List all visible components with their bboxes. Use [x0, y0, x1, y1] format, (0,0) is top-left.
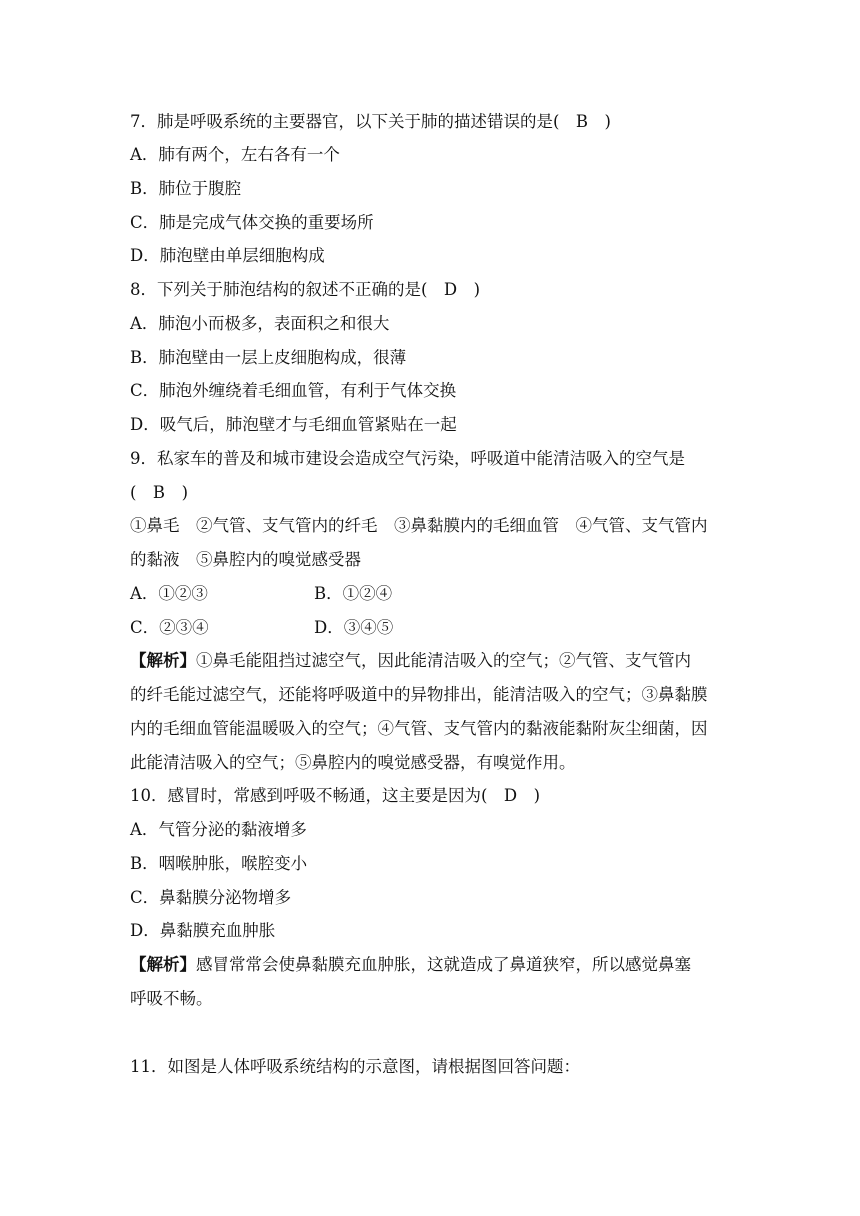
q9-stem-line2: ( B ): [130, 483, 188, 502]
q9-analysis-text1: ①鼻毛能阻挡过滤空气，因此能清洁吸入的空气；②气管、支气管内: [196, 651, 691, 670]
q8-stem: 8．下列关于肺泡结构的叙述不正确的是( D ): [130, 280, 481, 299]
q9-analysis-line2: 的纤毛能过滤空气，还能将呼吸道中的异物排出，能清洁吸入的空气；③鼻黏膜: [130, 685, 708, 704]
q9-option-a: A．①②③: [130, 584, 208, 603]
q9-analysis-line1: [130, 649, 730, 673]
q9-analysis-line4: 此能清洁吸入的空气；⑤鼻腔内的嗅觉感受器，有嗅觉作用。: [130, 753, 576, 772]
q10-option-d: D．鼻黏膜充血肿胀: [130, 921, 276, 940]
q9-items-line2: 的黏液 ⑤鼻腔内的嗅觉感受器: [130, 550, 361, 569]
q8-option-b: B．肺泡壁由一层上皮细胞构成，很薄: [130, 348, 407, 367]
q7-stem: 7．肺是呼吸系统的主要器官，以下关于肺的描述错误的是( B ): [130, 112, 611, 131]
q8-option-a: A．肺泡小而极多，表面积之和很大: [130, 314, 390, 333]
q9-items-line1: ①鼻毛 ②气管、支气管内的纤毛 ③鼻黏膜内的毛细血管 ④气管、支气管内: [130, 516, 708, 535]
q8-option-d: D．吸气后，肺泡壁才与毛细血管紧贴在一起: [130, 415, 457, 434]
q7-option-a: A．肺有两个，左右各有一个: [130, 145, 340, 164]
q10-analysis-line2: 呼吸不畅。: [130, 989, 213, 1008]
q9-stem-line1: 9．私家车的普及和城市建设会造成空气污染，呼吸道中能清洁吸入的空气是: [130, 449, 685, 468]
q10-analysis-tag: 【解析】: [130, 955, 196, 974]
q10-analysis-line1: [130, 953, 730, 977]
q9-option-d: D．③④⑤: [314, 618, 394, 637]
q10-stem: 10．感冒时，常感到呼吸不畅通，这主要是因为( D ): [130, 786, 541, 805]
q10-option-c: C．鼻黏膜分泌物增多: [130, 888, 292, 907]
q7-option-d: D．肺泡壁由单层细胞构成: [130, 246, 325, 265]
q9-option-c: C．②③④: [130, 618, 209, 637]
q10-analysis-text1: 感冒常常会使鼻黏膜充血肿胀，这就造成了鼻道狭窄，所以感觉鼻塞: [196, 955, 691, 974]
q7-option-b: B．肺位于腹腔: [130, 179, 242, 198]
q10-option-b: B．咽喉肿胀，喉腔变小: [130, 854, 308, 873]
q7-option-c: C．肺是完成气体交换的重要场所: [130, 213, 374, 232]
q9-options-row1: [130, 582, 730, 606]
q10-option-a: A．气管分泌的黏液增多: [130, 820, 307, 839]
q9-options-row2: [130, 616, 730, 640]
q9-option-b: B．①②④: [314, 584, 393, 603]
q11-stem: 11．如图是人体呼吸系统结构的示意图，请根据图回答问题：: [130, 1057, 580, 1076]
q9-analysis-line3: 内的毛细血管能温暖吸入的空气；④气管、支气管内的黏液能黏附灰尘细菌，因: [130, 719, 708, 738]
q8-option-c: C．肺泡外缠绕着毛细血管，有利于气体交换: [130, 381, 457, 400]
q9-analysis-tag: 【解析】: [130, 651, 196, 670]
